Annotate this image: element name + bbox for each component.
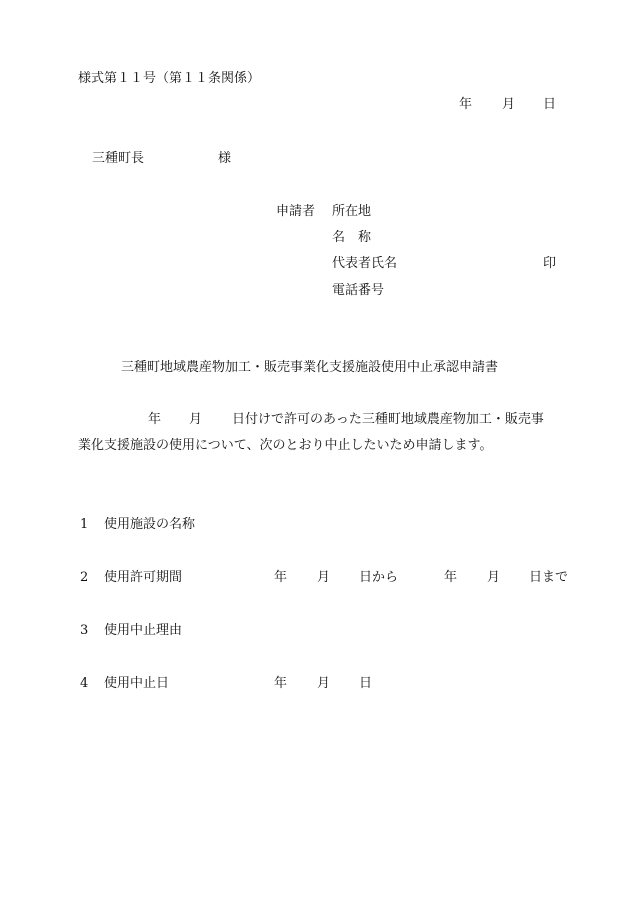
item-4-number: 4 [80,676,89,691]
body-year-label: 年 [148,412,162,427]
applicant-label: 申請者 [276,204,316,219]
applicant-name-label: 名 称 [332,230,372,245]
form-number: 様式第１１号（第１１条関係） [78,71,261,86]
applicant-phone-label: 電話番号 [332,283,385,298]
item-2-label: 使用許可期間 [104,570,183,585]
date-day-label: 日 [543,97,557,112]
item-4-label: 使用中止日 [104,676,170,691]
body-line-1: 日付けで許可のあった三種町地域農産物加工・販売事 [232,412,544,427]
item-2-from-year: 年 [274,570,288,585]
item-4-day: 日 [359,676,373,691]
applicant-seal-mark: 印 [543,256,557,271]
item-3-number: 3 [80,623,89,638]
date-month-label: 月 [502,97,516,112]
date-year-label: 年 [459,97,473,112]
item-4-year: 年 [274,676,288,691]
addressee-honorific: 様 [218,151,232,166]
item-2-from-month: 月 [317,570,331,585]
item-3-label: 使用中止理由 [104,623,183,638]
addressee-title: 三種町長 [92,151,145,166]
item-4-month: 月 [317,676,331,691]
item-2-to-month: 月 [487,570,501,585]
item-2-to-year: 年 [444,570,458,585]
item-2-number: 2 [80,570,89,585]
item-2-from-day: 日から [359,570,399,585]
item-1-number: 1 [80,517,89,532]
item-2-to-day: 日まで [529,570,569,585]
applicant-representative-label: 代表者氏名 [332,256,398,271]
applicant-address-label: 所在地 [332,204,372,219]
body-month-label: 月 [189,412,203,427]
document-title: 三種町地域農産物加工・販売事業化支援施設使用中止承認申請書 [121,360,499,375]
item-1-label: 使用施設の名称 [104,517,196,532]
body-line-2: 業化支援施設の使用について、次のとおり中止したいため申請します。 [78,438,493,453]
